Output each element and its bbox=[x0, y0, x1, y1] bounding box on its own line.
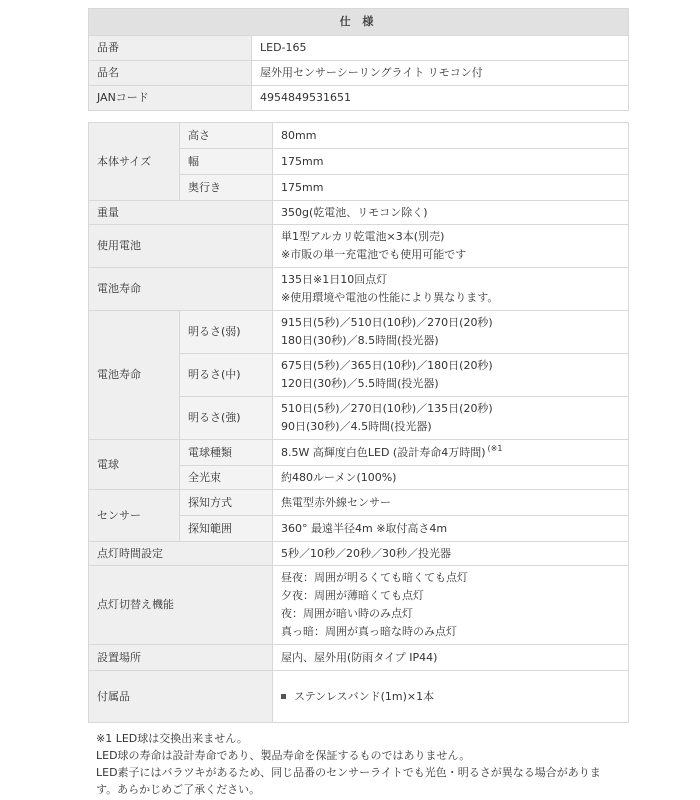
flux-value: 約480ルーメン(100%) bbox=[273, 466, 629, 490]
note-line: す。あらかじめご了承ください。 bbox=[96, 783, 261, 796]
table-row bbox=[89, 440, 629, 466]
battery-value bbox=[273, 225, 629, 268]
row-value: 4954849531651 bbox=[252, 86, 629, 111]
row-label: JANコード bbox=[89, 86, 252, 111]
brightness-strong-line-1: 510日(5秒)／270日(10秒)／135日(20秒) bbox=[281, 402, 493, 415]
mode-line: 夜：周囲が暗い時のみ点灯 bbox=[281, 607, 413, 620]
depth-value: 175mm bbox=[273, 175, 629, 201]
row-label: 品名 bbox=[89, 61, 252, 86]
place-label: 設置場所 bbox=[89, 645, 273, 671]
brightness-strong-line-2: 90日(30秒)／4.5時間(投光器) bbox=[281, 420, 432, 433]
sensor-method-label: 探知方式 bbox=[180, 490, 273, 516]
sensor-method-value: 焦電型赤外線センサー bbox=[273, 490, 629, 516]
table-row bbox=[89, 268, 629, 311]
table-row bbox=[89, 311, 629, 354]
battery-life-line-1: 135日※1日10回点灯 bbox=[281, 273, 388, 286]
brightness-strong-value bbox=[273, 397, 629, 440]
note-line: ※1 LED球は交換出来ません。 bbox=[96, 732, 248, 745]
table-row bbox=[89, 61, 629, 86]
timer-label: 点灯時間設定 bbox=[89, 542, 273, 566]
brightness-mid-label: 明るさ(中) bbox=[180, 354, 273, 397]
width-value: 175mm bbox=[273, 149, 629, 175]
place-value: 屋内、屋外用(防雨タイプ IP44) bbox=[273, 645, 629, 671]
bullet-icon bbox=[281, 694, 286, 699]
table-row bbox=[89, 566, 629, 645]
flux-label: 全光束 bbox=[180, 466, 273, 490]
mode-label: 点灯切替え機能 bbox=[89, 566, 273, 645]
bulb-type-note: (※1 bbox=[487, 443, 503, 453]
size-label: 本体サイズ bbox=[89, 123, 180, 201]
accessory-value bbox=[273, 671, 629, 723]
row-value: LED-165 bbox=[252, 36, 629, 61]
table-row bbox=[89, 201, 629, 225]
table-row bbox=[89, 645, 629, 671]
brightness-weak-label: 明るさ(弱) bbox=[180, 311, 273, 354]
sensor-range-value: 360° 最遠半径4m ※取付高さ4m bbox=[273, 516, 629, 542]
width-label: 幅 bbox=[180, 149, 273, 175]
mode-line: 夕夜：周囲が薄暗くても点灯 bbox=[281, 589, 424, 602]
brightness-mid-line-1: 675日(5秒)／365日(10秒)／180日(20秒) bbox=[281, 359, 493, 372]
sensor-label: センサー bbox=[89, 490, 180, 542]
battery-life-line-2: ※使用環境や電池の性能により異なります。 bbox=[281, 291, 499, 304]
height-label: 高さ bbox=[180, 123, 273, 149]
battery-life-value bbox=[273, 268, 629, 311]
bulb-label: 電球 bbox=[89, 440, 180, 490]
table-row bbox=[89, 490, 629, 516]
accessory-text: ステンレスバンド(1m)×1本 bbox=[294, 689, 435, 703]
table-row bbox=[89, 225, 629, 268]
brightness-strong-label: 明るさ(強) bbox=[180, 397, 273, 440]
spec-sheet bbox=[88, 8, 628, 723]
table-row bbox=[89, 123, 629, 149]
row-value: 屋外用センサーシーリングライト リモコン付 bbox=[252, 61, 629, 86]
brightness-mid-value bbox=[273, 354, 629, 397]
bulb-type-value bbox=[273, 440, 629, 466]
battery-line-2: ※市販の単一充電池でも使用可能です bbox=[281, 248, 467, 261]
height-value: 80mm bbox=[273, 123, 629, 149]
notes bbox=[96, 730, 656, 798]
timer-value: 5秒／10秒／20秒／30秒／投光器 bbox=[273, 542, 629, 566]
brightness-mid-line-2: 120日(30秒)／5.5時間(投光器) bbox=[281, 377, 439, 390]
weight-label: 重量 bbox=[89, 201, 273, 225]
accessory-label: 付属品 bbox=[89, 671, 273, 723]
mode-line: 真っ暗：周囲が真っ暗な時のみ点灯 bbox=[281, 625, 457, 638]
battery-life-label: 電池寿命 bbox=[89, 268, 273, 311]
battery-line-1: 単1型アルカリ乾電池×3本(別売) bbox=[281, 230, 445, 243]
spec-title-row bbox=[89, 9, 629, 36]
bulb-type-label: 電球種類 bbox=[180, 440, 273, 466]
product-table bbox=[88, 8, 629, 111]
note-line: LED球の寿命は設計寿命であり、製品寿命を保証するものではありません。 bbox=[96, 749, 471, 762]
sensor-range-label: 探知範囲 bbox=[180, 516, 273, 542]
table-row bbox=[89, 671, 629, 723]
table-row bbox=[89, 542, 629, 566]
mode-value bbox=[273, 566, 629, 645]
spec-table bbox=[88, 122, 629, 723]
brightness-weak-value bbox=[273, 311, 629, 354]
battery-life-brightness-label: 電池寿命 bbox=[89, 311, 180, 440]
row-label: 品番 bbox=[89, 36, 252, 61]
brightness-weak-line-2: 180日(30秒)／8.5時間(投光器) bbox=[281, 334, 439, 347]
bulb-type-text: 8.5W 高輝度白色LED (設計寿命4万時間) bbox=[281, 445, 486, 459]
battery-label: 使用電池 bbox=[89, 225, 273, 268]
mode-line: 昼夜：周囲が明るくても暗くても点灯 bbox=[281, 571, 468, 584]
spec-title: 仕 様 bbox=[89, 9, 629, 36]
brightness-weak-line-1: 915日(5秒)／510日(10秒)／270日(20秒) bbox=[281, 316, 493, 329]
weight-value: 350g(乾電池、リモコン除く) bbox=[273, 201, 629, 225]
table-row bbox=[89, 86, 629, 111]
depth-label: 奥行き bbox=[180, 175, 273, 201]
note-line: LED素子にはバラツキがあるため、同じ品番のセンサーライトでも光色・明るさが異なる場合がありま bbox=[96, 766, 601, 779]
table-row bbox=[89, 36, 629, 61]
